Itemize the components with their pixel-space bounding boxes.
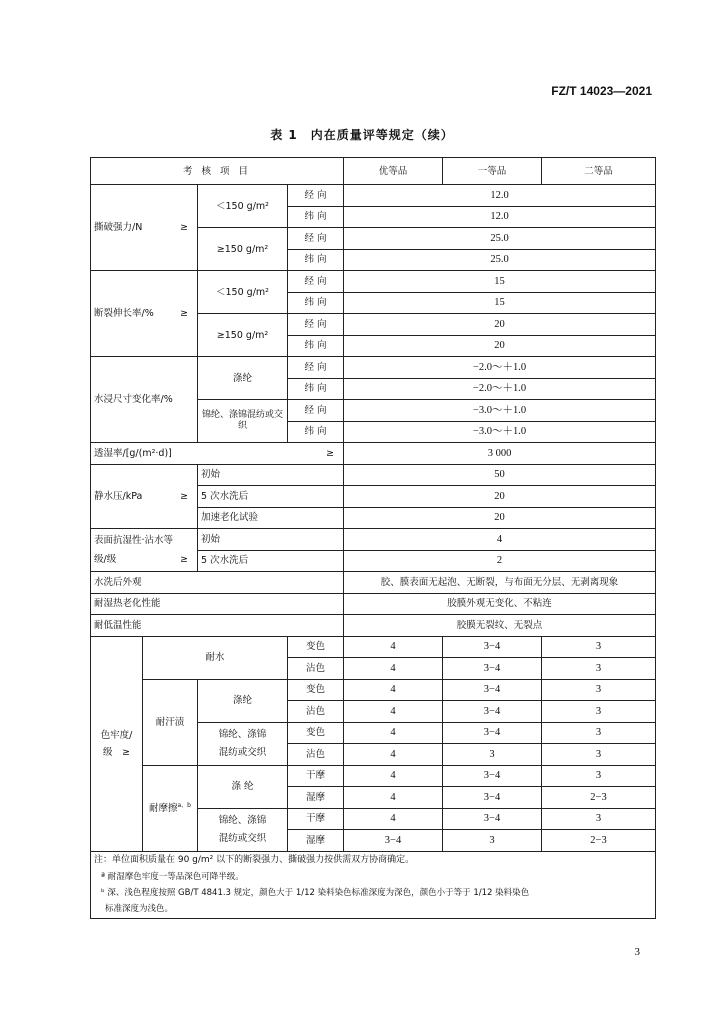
tear-value: 12.0	[344, 185, 656, 207]
col-header-first: 一等品	[443, 158, 542, 185]
grade-second: 3	[542, 765, 656, 787]
grade-second: 3	[542, 701, 656, 723]
warp-label: 经 向	[288, 228, 344, 250]
rub-footnote-ref: a、b	[177, 801, 191, 809]
fiber-polyester: 涤 纶	[198, 765, 288, 808]
elongation-text: 断裂伸长率/%	[94, 308, 154, 319]
ge-symbol: ≥	[180, 222, 188, 233]
condition-aging: 加速老化试验	[198, 507, 344, 529]
ge-symbol: ≥	[180, 554, 188, 565]
grade-first: 3−4	[443, 636, 542, 658]
condition-initial: 初始	[198, 529, 344, 551]
weight-ge150: ≥150 g/m²	[198, 228, 288, 271]
warp-label: 经 向	[288, 185, 344, 207]
grade-first: 3−4	[443, 679, 542, 701]
elongation-value: 20	[344, 314, 656, 336]
tear-strength-text: 撕破强力/N	[94, 222, 143, 233]
appearance-value: 胶、膜表面无起泡、无断裂，与布面无分层、无剥离现象	[344, 572, 656, 594]
grade-first: 3−4	[443, 787, 542, 809]
grade-excellent: 4	[344, 744, 443, 766]
weft-label: 纬 向	[288, 378, 344, 400]
weight-ge150: ≥150 g/m²	[198, 314, 288, 357]
grade-excellent: 4	[344, 722, 443, 744]
tear-strength-label	[91, 185, 198, 271]
col-header-item: 考 核 项 目	[91, 158, 344, 185]
table-row	[91, 357, 656, 379]
table-row	[91, 443, 656, 465]
fiber-blend: 锦纶、涤锦混纺或交织	[198, 400, 288, 443]
color-fastness-label	[91, 636, 143, 851]
change-label: 变色	[288, 722, 344, 744]
warp-label: 经 向	[288, 357, 344, 379]
change-label: 变色	[288, 636, 344, 658]
grade-second: 3	[542, 808, 656, 830]
elongation-value: 20	[344, 335, 656, 357]
table-row	[91, 572, 656, 594]
table-header-row	[91, 158, 656, 185]
low-temp-value: 胶膜无裂纹、无裂点	[344, 615, 656, 637]
moisture-permeability-text: 透湿率/[g/(m²·d)]	[94, 447, 172, 459]
stain-label: 沾色	[288, 744, 344, 766]
weft-label: 纬 向	[288, 335, 344, 357]
table-row	[91, 886, 656, 902]
footnote-b-line2: 标准深度为浅色。	[91, 902, 656, 919]
water-fastness-label: 耐水	[143, 636, 288, 679]
warp-label: 经 向	[288, 271, 344, 293]
grade-first: 3	[443, 830, 542, 852]
dry-rub-label: 干摩	[288, 765, 344, 787]
hydrostatic-value: 20	[344, 486, 656, 508]
stain-label: 沾色	[288, 701, 344, 723]
table-row	[91, 870, 656, 886]
wet-rub-label: 湿摩	[288, 830, 344, 852]
table-row	[91, 765, 656, 787]
surface-resistance-label	[91, 529, 198, 572]
tear-value: 12.0	[344, 206, 656, 228]
warp-label: 经 向	[288, 400, 344, 422]
rub-fastness-label	[143, 765, 198, 851]
weight-lt150: ＜150 g/m²	[198, 185, 288, 228]
grade-second: 3	[542, 636, 656, 658]
fiber-blend-line1: 锦纶、涤锦	[218, 815, 267, 826]
grade-excellent: 4	[344, 636, 443, 658]
col-header-second: 二等品	[542, 158, 656, 185]
condition-initial: 初始	[198, 464, 344, 486]
col-header-excellent: 优等品	[344, 158, 443, 185]
wet-rub-label: 湿摩	[288, 787, 344, 809]
grade-first: 3−4	[443, 701, 542, 723]
grade-first: 3	[443, 744, 542, 766]
fiber-polyester: 涤纶	[198, 357, 288, 400]
elongation-value: 15	[344, 292, 656, 314]
grade-excellent: 4	[344, 808, 443, 830]
dimensional-change-value: −2.0～＋1.0	[344, 357, 656, 379]
grade-first: 3−4	[443, 765, 542, 787]
grade-second: 2−3	[542, 830, 656, 852]
table-row	[91, 464, 656, 486]
table-row	[91, 529, 656, 551]
weft-label: 纬 向	[288, 206, 344, 228]
grade-excellent: 4	[344, 658, 443, 680]
grade-second: 2−3	[542, 787, 656, 809]
table-note: 注：单位面积质量在 90 g/m² 以下的断裂强力、撕破强力按供需双方协商确定。	[91, 851, 656, 870]
sweat-fastness-label: 耐汗渍	[143, 679, 198, 765]
grade-second: 3	[542, 658, 656, 680]
table-title: 表 1 内在质量评等规定（续）	[270, 128, 454, 142]
grade-excellent: 4	[344, 701, 443, 723]
grade-first: 3−4	[443, 658, 542, 680]
grade-first: 3−4	[443, 808, 542, 830]
low-temp-label: 耐低温性能	[91, 615, 344, 637]
fiber-blend-line1: 锦纶、涤锦	[218, 729, 267, 740]
change-label: 变色	[288, 679, 344, 701]
table-row	[91, 679, 656, 701]
grade-excellent: 4	[344, 765, 443, 787]
fiber-blend-line2: 混纺或交织	[218, 833, 267, 844]
ge-symbol: ≥	[180, 308, 188, 319]
rub-fastness-text: 耐摩擦	[148, 802, 178, 814]
fiber-polyester: 涤纶	[198, 679, 288, 722]
grade-second: 3	[542, 722, 656, 744]
footnote-b-line1: ᵇ 深、浅色程度按照 GB/T 4841.3 规定，颜色大于 1/12 染料染色标准深度为深色，颜色小于等于 1/12 染料染色	[91, 886, 656, 902]
table-row	[91, 636, 656, 658]
grade-second: 3	[542, 744, 656, 766]
hydrostatic-pressure-label	[91, 464, 198, 529]
hydrostatic-value: 20	[344, 507, 656, 529]
table-row	[91, 851, 656, 870]
quality-grading-table	[90, 157, 656, 919]
surface-resistance-line1: 表面抗湿性·沾水等	[94, 535, 174, 546]
weft-label: 纬 向	[288, 292, 344, 314]
moisture-permeability-label	[91, 443, 344, 465]
moisture-permeability-value: 3 000	[344, 443, 656, 465]
elongation-label	[91, 271, 198, 357]
appearance-label: 水洗后外观	[91, 572, 344, 594]
heat-aging-label: 耐湿热老化性能	[91, 593, 344, 615]
weft-label: 纬 向	[288, 249, 344, 271]
stain-label: 沾色	[288, 658, 344, 680]
fiber-blend-line2: 混纺或交织	[218, 747, 267, 758]
color-fastness-line2: 级 ≥	[103, 746, 130, 758]
condition-wash5: 5 次水洗后	[198, 550, 344, 572]
table-row	[91, 615, 656, 637]
fiber-blend	[198, 808, 288, 851]
standard-code: FZ/T 14023—2021	[551, 84, 652, 98]
warp-label: 经 向	[288, 314, 344, 336]
color-fastness-line1: 色牢度/	[100, 729, 133, 741]
hydrostatic-pressure-text: 静水压/kPa	[94, 490, 143, 502]
hydrostatic-value: 50	[344, 464, 656, 486]
surface-value: 2	[344, 550, 656, 572]
weight-lt150: ＜150 g/m²	[198, 271, 288, 314]
tear-value: 25.0	[344, 249, 656, 271]
grade-first: 3−4	[443, 722, 542, 744]
ge-symbol: ≥	[326, 447, 334, 459]
surface-resistance-line2: 级/级	[94, 554, 117, 565]
table-row	[91, 593, 656, 615]
footnote-a: ª 耐湿摩色牢度一等品深色可降半级。	[91, 870, 656, 886]
elongation-value: 15	[344, 271, 656, 293]
dry-rub-label: 干摩	[288, 808, 344, 830]
dimensional-change-value: −2.0～＋1.0	[344, 378, 656, 400]
table-row	[91, 902, 656, 919]
grade-excellent: 4	[344, 787, 443, 809]
weft-label: 纬 向	[288, 421, 344, 443]
page-number: 3	[634, 946, 640, 958]
heat-aging-value: 胶膜外观无变化、不粘连	[344, 593, 656, 615]
dimensional-change-label: 水浸尺寸变化率/%	[91, 357, 198, 443]
table-row	[91, 271, 656, 293]
grade-excellent: 4	[344, 679, 443, 701]
condition-wash5: 5 次水洗后	[198, 486, 344, 508]
surface-value: 4	[344, 529, 656, 551]
grade-excellent: 3−4	[344, 830, 443, 852]
fiber-blend	[198, 722, 288, 765]
dimensional-change-value: −3.0～＋1.0	[344, 400, 656, 422]
tear-value: 25.0	[344, 228, 656, 250]
ge-symbol: ≥	[180, 490, 188, 502]
dimensional-change-value: −3.0～＋1.0	[344, 421, 656, 443]
table-row	[91, 185, 656, 207]
grade-second: 3	[542, 679, 656, 701]
